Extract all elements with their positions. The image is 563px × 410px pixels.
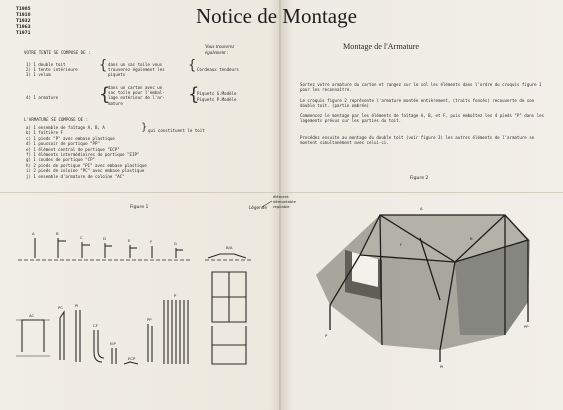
also-item: Piquets G.Modèle — [197, 91, 237, 96]
tent-item: 4) 1 armature — [26, 95, 59, 100]
tent-heading: VOTRE TENTE SE COMPOSE DE : — [24, 50, 91, 55]
frame-item: c) 1 pieds "P" avec embase plastique — [26, 135, 115, 141]
bag-line: sac toile pour l'embal- — [108, 90, 165, 96]
bag-line: mature — [108, 100, 123, 106]
brace-icon: { — [188, 84, 200, 105]
part-label: F — [400, 242, 403, 247]
part-label: PP — [524, 324, 529, 329]
also-heading-line: également : — [205, 51, 229, 56]
brace-icon: { — [188, 58, 197, 73]
bag-line: piquets — [108, 72, 126, 78]
part-label: A — [32, 231, 35, 236]
part-label: PI — [440, 364, 444, 369]
frame-item: i) 2 pieds de coloine "PC" avec embase plastique — [26, 168, 145, 174]
tent-fly — [316, 215, 530, 350]
bag-line: dans un sac toile vous — [108, 62, 163, 67]
part-label: P — [325, 333, 328, 338]
model-number: T1905 — [16, 6, 31, 11]
bag-line: lage extérieur de l'ar- — [108, 95, 165, 101]
legend-item: démontable — [273, 199, 296, 204]
also-item: Cordeaux tendeurs — [197, 67, 239, 72]
frame-item: b) 1 faîtière F — [26, 130, 63, 136]
figure2-label: Figure 2 — [410, 176, 429, 181]
part-label: F — [150, 239, 153, 244]
part-label: P — [174, 293, 177, 298]
part-label: B — [470, 236, 473, 241]
paragraph: Procédez ensuite au montage du double toit (voir figure 3) les autres éléments de l'armature se montent simultanément avec celui-ci. — [300, 135, 535, 146]
frame-item: h) 2 pieds de portique "PI" avec embase plastique — [26, 162, 147, 168]
part-label: D — [103, 236, 106, 241]
part-label: PP — [147, 317, 152, 322]
frame-item: e) 1 élément central de portique "ECP" — [26, 146, 120, 152]
legend-item: repliable — [273, 204, 290, 209]
model-number: T1932 — [16, 18, 31, 23]
part-label: B — [56, 231, 59, 236]
part-label: B/A — [226, 245, 233, 250]
legend-item: élément — [273, 194, 289, 199]
brace-icon: } — [141, 122, 148, 133]
part-label: PC — [58, 305, 63, 310]
part-label: AC — [29, 313, 35, 318]
part-label: ECP — [128, 356, 136, 361]
frame-item: f) 1 éléments intermédiaires de portique "EIP" — [26, 152, 140, 158]
paragraph: Sortez votre armature du carton et rangez sur le sol les éléments dans l'ordre du croquis figure 1 pour les reconnaître. — [300, 82, 542, 93]
paragraph: Le croquis figure 2 représente l'armature montée entièrement, (traits foncés) recouverte de son double toit. (partie ombrée) — [300, 98, 535, 109]
model-number: T1963 — [16, 24, 31, 29]
part-label: E — [128, 238, 131, 243]
tent-item: 3) 1 velum — [26, 72, 51, 77]
frame-note: qui constituent le toit — [148, 128, 205, 133]
bag-line: dans un carton avec un — [108, 85, 163, 90]
figure1-label: Figure 1 — [130, 205, 149, 210]
also-item: Piquets P.Modèle — [197, 97, 237, 102]
frame-heading: L'ARMATURE SE COMPOSE DE : — [24, 117, 89, 122]
brace-icon: { — [99, 58, 108, 73]
frame-item: j) 1 ensemble d'armature de coloine "AC" — [26, 173, 125, 179]
bag-line: trouverez également les — [108, 67, 165, 73]
part-label: A — [420, 206, 423, 211]
also-heading-line: Vous trouverez — [205, 45, 235, 50]
part-label: EIP — [110, 341, 116, 346]
part-label: G — [174, 241, 177, 246]
brace-icon: { — [99, 84, 111, 105]
model-number: T1971 — [16, 30, 31, 35]
part-label: CF — [93, 323, 98, 328]
part-label: C — [80, 235, 83, 240]
right-title: Montage de l'Armature — [343, 42, 420, 51]
frame-item: d) 1 poussoir de portique "PP" — [26, 141, 100, 147]
tent-item: 2) 1 tente intérieure — [26, 67, 78, 72]
frame-item: g) 1 coudes de portique "CP" — [26, 157, 96, 163]
part-label: PI — [75, 303, 79, 308]
paragraph: Commencez le montage par les éléments de faîtage A, B, et F, puis emboîtez les 4 pieds "P" dans les logements prévus sur les parties du toit. — [300, 113, 544, 124]
page-title: Notice de Montage — [196, 4, 357, 28]
model-number: T1910 — [16, 12, 31, 17]
tent-item: 1) 1 double toit — [26, 62, 66, 67]
legend-label: Légende — [249, 205, 267, 210]
frame-item: a) 1 ensemble de faîtage A, B, A — [26, 125, 105, 130]
